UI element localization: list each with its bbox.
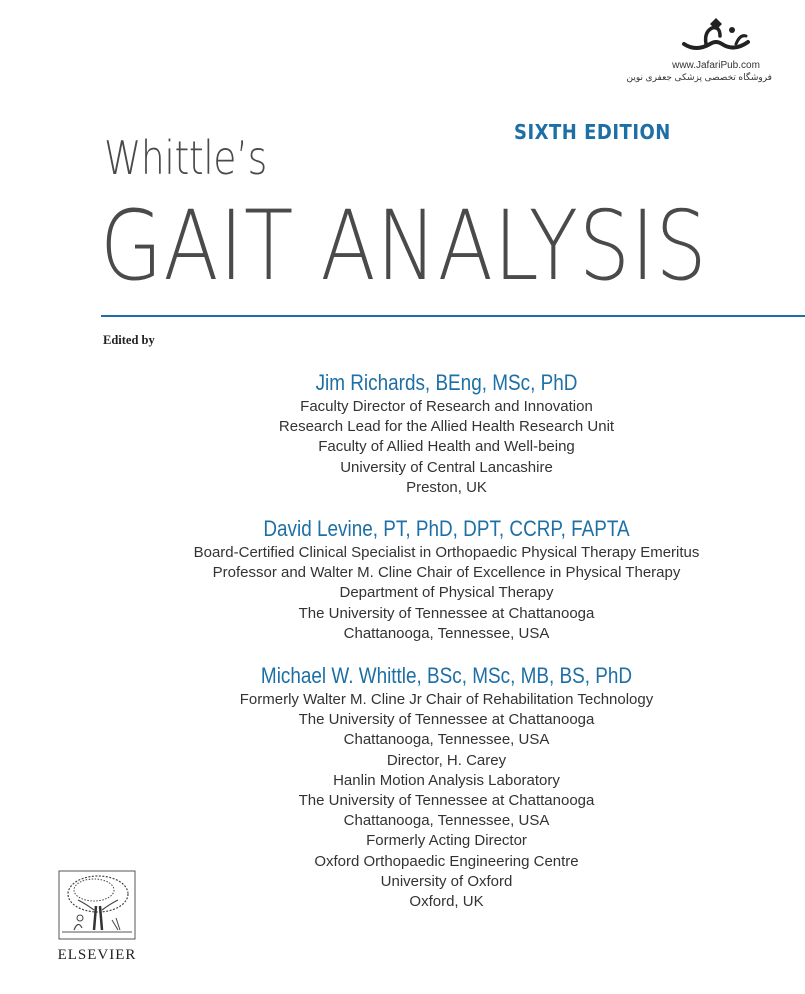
editor-affiliation: Hanlin Motion Analysis Laboratory [333,771,560,789]
editor-affiliation: Chattanooga, Tennessee, USA [343,624,550,642]
title-divider [101,315,805,317]
elsevier-tree-icon [58,870,136,940]
editor-affiliation: University of Central Lancashire [340,458,553,476]
edition-label: SIXTH EDITION [514,120,671,144]
editor-affiliation: Preston, UK [406,478,487,496]
title-prefix: Whittle’s [104,131,267,185]
editor-affiliation: Oxford Orthopaedic Engineering Centre [314,852,579,870]
editor-affiliation: Board-Certified Clinical Specialist in Orthopaedic Physical Therapy Emeritus [193,544,700,561]
editor-affiliation: Formerly Walter M. Cline Jr Chair of Rehabilitation Technology [239,691,654,708]
editor-affiliation: The University of Tennessee at Chattanooga [298,792,595,810]
book-title: GAIT ANALYSIS [100,190,708,302]
publisher-stamp [626,14,772,83]
editor-affiliation: Research Lead for the Allied Health Research Unit [278,418,615,436]
editor-affiliation: Professor and Walter M. Cline Chair of Excellence in Physical Therapy [212,564,681,582]
stamp-tagline: فروشگاه تخصصی پزشکی جعفری نوین [626,72,772,82]
editor-affiliation: The University of Tennessee at Chattanooga [298,711,595,729]
editor-block [94,662,799,912]
publisher-logo [52,870,142,964]
editor-affiliation: Department of Physical Therapy [339,584,554,602]
editor-block [94,515,799,644]
edited-by-label: Edited by [103,333,155,347]
editor-affiliation: University of Oxford [380,872,513,890]
editor-name: Jim Richards, BEng, MSc, PhD [315,370,578,395]
editor-affiliation: Director, H. Carey [386,751,507,769]
editor-affiliation: The University of Tennessee at Chattanooga [298,604,595,622]
editor-affiliation: Faculty Director of Research and Innovation [300,398,593,415]
jafari-logo-icon [676,14,756,58]
publisher-name: ELSEVIER [57,947,137,963]
editor-name: Michael W. Whittle, BSc, MSc, MB, BS, PhD [260,663,633,688]
stamp-url: www.JafariPub.com [672,60,760,71]
editor-affiliation: Formerly Acting Director [366,832,527,850]
editor-affiliation: Chattanooga, Tennessee, USA [343,812,550,830]
editor-affiliation: Oxford, UK [409,893,484,911]
editor-affiliation: Faculty of Allied Health and Well-being [318,438,575,456]
editor-name: David Levine, PT, PhD, DPT, CCRP, FAPTA [263,516,630,541]
editor-affiliation: Chattanooga, Tennessee, USA [343,731,550,749]
editor-block [94,369,799,498]
